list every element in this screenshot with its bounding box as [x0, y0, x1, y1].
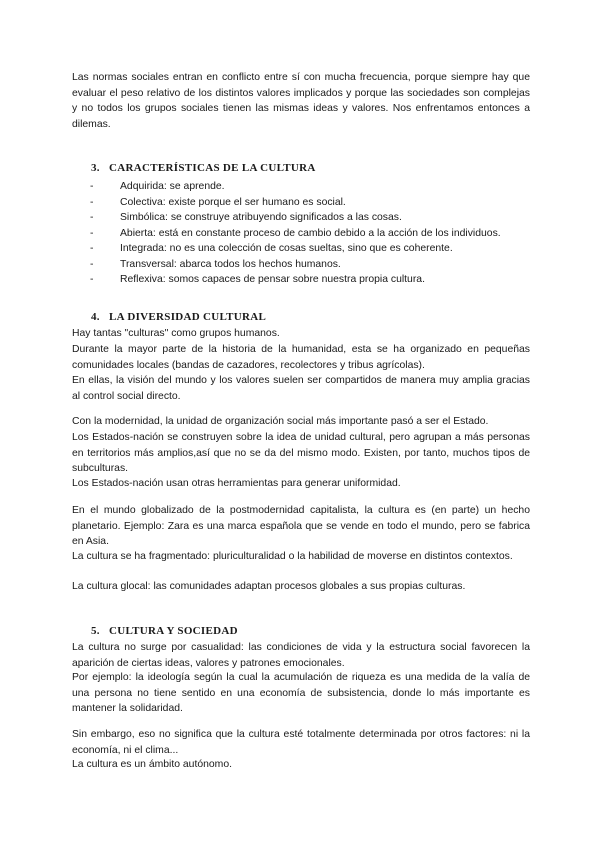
list-item-text: Colectiva: existe porque el ser humano es social.: [120, 196, 346, 208]
section-number: 3.: [91, 162, 100, 174]
bullet-marker: -: [90, 196, 94, 208]
list-item-text: Integrada: no es una colección de cosas sueltas, sino que es coherente.: [120, 243, 453, 254]
bullet-marker: -: [90, 227, 94, 239]
list-item-text: Reflexiva: somos capaces de pensar sobre nuestra propia cultura.: [120, 274, 425, 285]
paragraph: Los Estados-nación se construyen sobre la idea de unidad cultural, pero agrupan a más personas en territorios más amplios,así que no se da del mismo modo. Existen, por tanto, muchos tipos de subculturas.: [72, 432, 530, 474]
characteristics-list: [90, 179, 501, 288]
paragraph: Hay tantas "culturas" como grupos humanos.: [72, 328, 280, 339]
list-item: [90, 241, 501, 257]
paragraph: Con la modernidad, la unidad de organización social más importante pasó a ser el Estado.: [72, 416, 489, 427]
bullet-marker: -: [90, 258, 94, 270]
paragraph: Durante la mayor parte de la historia de la humanidad, esta se ha organizado en pequeñas comunidades locales (bandas de cazadores, recolectores y tribus agrícolas).: [72, 344, 530, 371]
section-number: 4.: [91, 311, 100, 323]
list-item: [90, 210, 501, 226]
section-heading-3: [91, 162, 316, 174]
bullet-marker: -: [90, 243, 94, 254]
section-title: CULTURA Y SOCIEDAD: [109, 625, 238, 637]
section-number: 5.: [91, 625, 100, 637]
intro-paragraph: Las normas sociales entran en conflicto entre sí con mucha frecuencia, porque siempre hay que evaluar el peso relativo de los distintos valores implicados y porque las sociedades son complejas y no todos los grupos sociales tienen las mismas ideas y valores. Nos enfrentamos entonces a dilemas.: [72, 72, 530, 130]
list-item-text: Transversal: abarca todos los hechos humanos.: [120, 258, 341, 270]
list-item: [90, 179, 501, 195]
paragraph: En ellas, la visión del mundo y los valores suelen ser compartidos de manera muy amplia gracias al control social directo.: [72, 375, 530, 402]
list-item: [90, 226, 501, 242]
list-item: [90, 195, 501, 211]
list-item-text: Simbólica: se construye atribuyendo significados a las cosas.: [120, 212, 402, 223]
paragraph: La cultura glocal: las comunidades adaptan procesos globales a sus propias culturas.: [72, 581, 466, 592]
bullet-marker: -: [90, 212, 94, 223]
paragraph: En el mundo globalizado de la postmodernidad capitalista, la cultura es (en parte) un hecho planetario. Ejemplo: Zara es una marca española que se vende en todo el mundo, pero se fabrica en Asia.: [72, 505, 530, 547]
paragraph: La cultura es un ámbito autónomo.: [72, 759, 232, 770]
paragraph: Sin embargo, eso no significa que la cultura esté totalmente determinada por otros factores: ni la economía, ni el clima...: [72, 729, 530, 756]
list-item-text: Abierta: está en constante proceso de cambio debido a la acción de los individuos.: [120, 227, 501, 239]
section-heading-5: [91, 625, 238, 637]
section-title: LA DIVERSIDAD CULTURAL: [109, 311, 267, 323]
paragraph: Los Estados-nación usan otras herramientas para generar uniformidad.: [72, 478, 401, 489]
paragraph: Por ejemplo: la ideología según la cual la acumulación de riqueza es una medida de la valía de una persona no tiene sentido en una economía de subsistencia, donde lo más importante es mantener la solidaridad.: [72, 672, 530, 714]
list-item-text: Adquirida: se aprende.: [120, 181, 225, 192]
list-item: [90, 257, 501, 273]
list-item: [90, 272, 501, 288]
paragraph: La cultura no surge por casualidad: las condiciones de vida y la estructura social favorecen la aparición de ciertas ideas, valores y patrones emocionales.: [72, 642, 530, 669]
section-title: CARACTERÍSTICAS DE LA CULTURA: [109, 162, 316, 174]
bullet-marker: -: [90, 181, 94, 192]
section-heading-4: [91, 311, 266, 323]
bullet-marker: -: [90, 274, 94, 285]
paragraph: La cultura se ha fragmentado: pluriculturalidad o la habilidad de moverse en distintos contextos.: [72, 551, 513, 562]
